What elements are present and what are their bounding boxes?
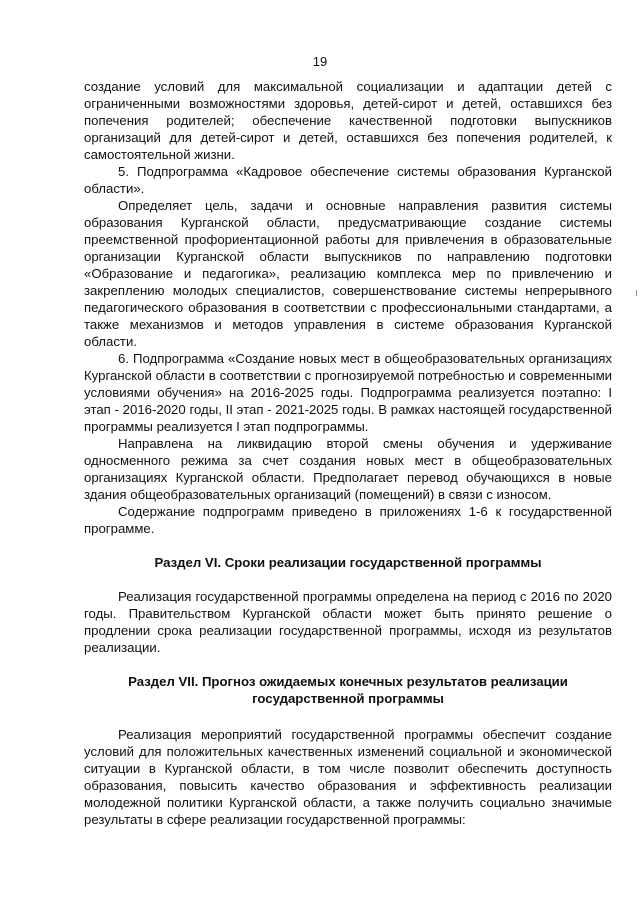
page-number: 19 [312, 54, 328, 69]
paragraph-subprogram-6-title: 6. Подпрограмма «Создание новых мест в общеобразовательных организациях Курганской области в соответствии с прогнозируемой потребностью и современными условиями обучения» на 2016-2025 годы. Подпрограмма реализуется поэтапно: I этап - 2016-2020 годы, II этап - 2021-2025 годы. В рамках настоящей государственной программы реализуется I этап подпрограммы. [84, 351, 612, 434]
section-7-body: Реализация мероприятий государственной программы обеспечит создание условий для положительных качественных изменений социальной и экономической ситуации в Курганской области, в том числе позволит обеспечить доступность образования, повысить качество образования и эффективность реализации молодежной политики Курганской области, а также получить социально значимые результаты в сфере реализации государственной программы: [84, 727, 612, 827]
paragraph-subprogram-5-title: 5. Подпрограмма «Кадровое обеспечение системы образования Курганской области». [84, 164, 612, 196]
scan-edge-mark [636, 290, 637, 296]
paragraph-social-adaptation: создание условий для максимальной социализации и адаптации детей с ограниченными возможностями здоровья, детей-сирот и детей, оставшихся без попечения родителей; обеспечение качественной подготовки выпускников организаций для детей-сирот и детей, оставшихся без попечения родителей, к самостоятельной жизни. [84, 79, 612, 162]
section-7-heading-line-1: Раздел VII. Прогноз ожидаемых конечных результатов реализации [128, 674, 568, 689]
paragraph-subprogram-5-description: Определяет цель, задачи и основные направления развития системы образования Курганской области, предусматривающие создание системы преемственной профориентационной работы для привлечения в образовательные организации Курганской области выпускников по направлению подготовки «Образование и педагогика», реализацию комплекса мер по привлечению и закреплению молодых специалистов, совершенствование системы непрерывного педагогического образования в соответствии с профессиональными стандартами, а также механизмов и методов управления в системе образования Курганской области. [84, 198, 612, 349]
document-body [84, 78, 612, 828]
paragraph-subprograms-content: Содержание подпрограмм приведено в приложениях 1-6 к государственной программе. [84, 504, 612, 536]
section-7-heading [84, 673, 612, 707]
paragraph-subprogram-6-description: Направлена на ликвидацию второй смены обучения и удерживание односменного режима за счет создания новых мест в общеобразовательных организациях Курганской области. Предполагает перевод обучающихся в новые здания общеобразовательных организаций (помещений) в связи с износом. [84, 436, 612, 502]
section-7-heading-line-2: государственной программы [252, 691, 444, 706]
section-6-heading: Раздел VI. Сроки реализации государственной программы [154, 555, 542, 570]
section-6-body: Реализация государственной программы определена на период с 2016 по 2020 годы. Правительством Курганской области может быть принято решение о продлении срока реализации государственной программы, исходя из результатов реализации. [84, 589, 612, 655]
